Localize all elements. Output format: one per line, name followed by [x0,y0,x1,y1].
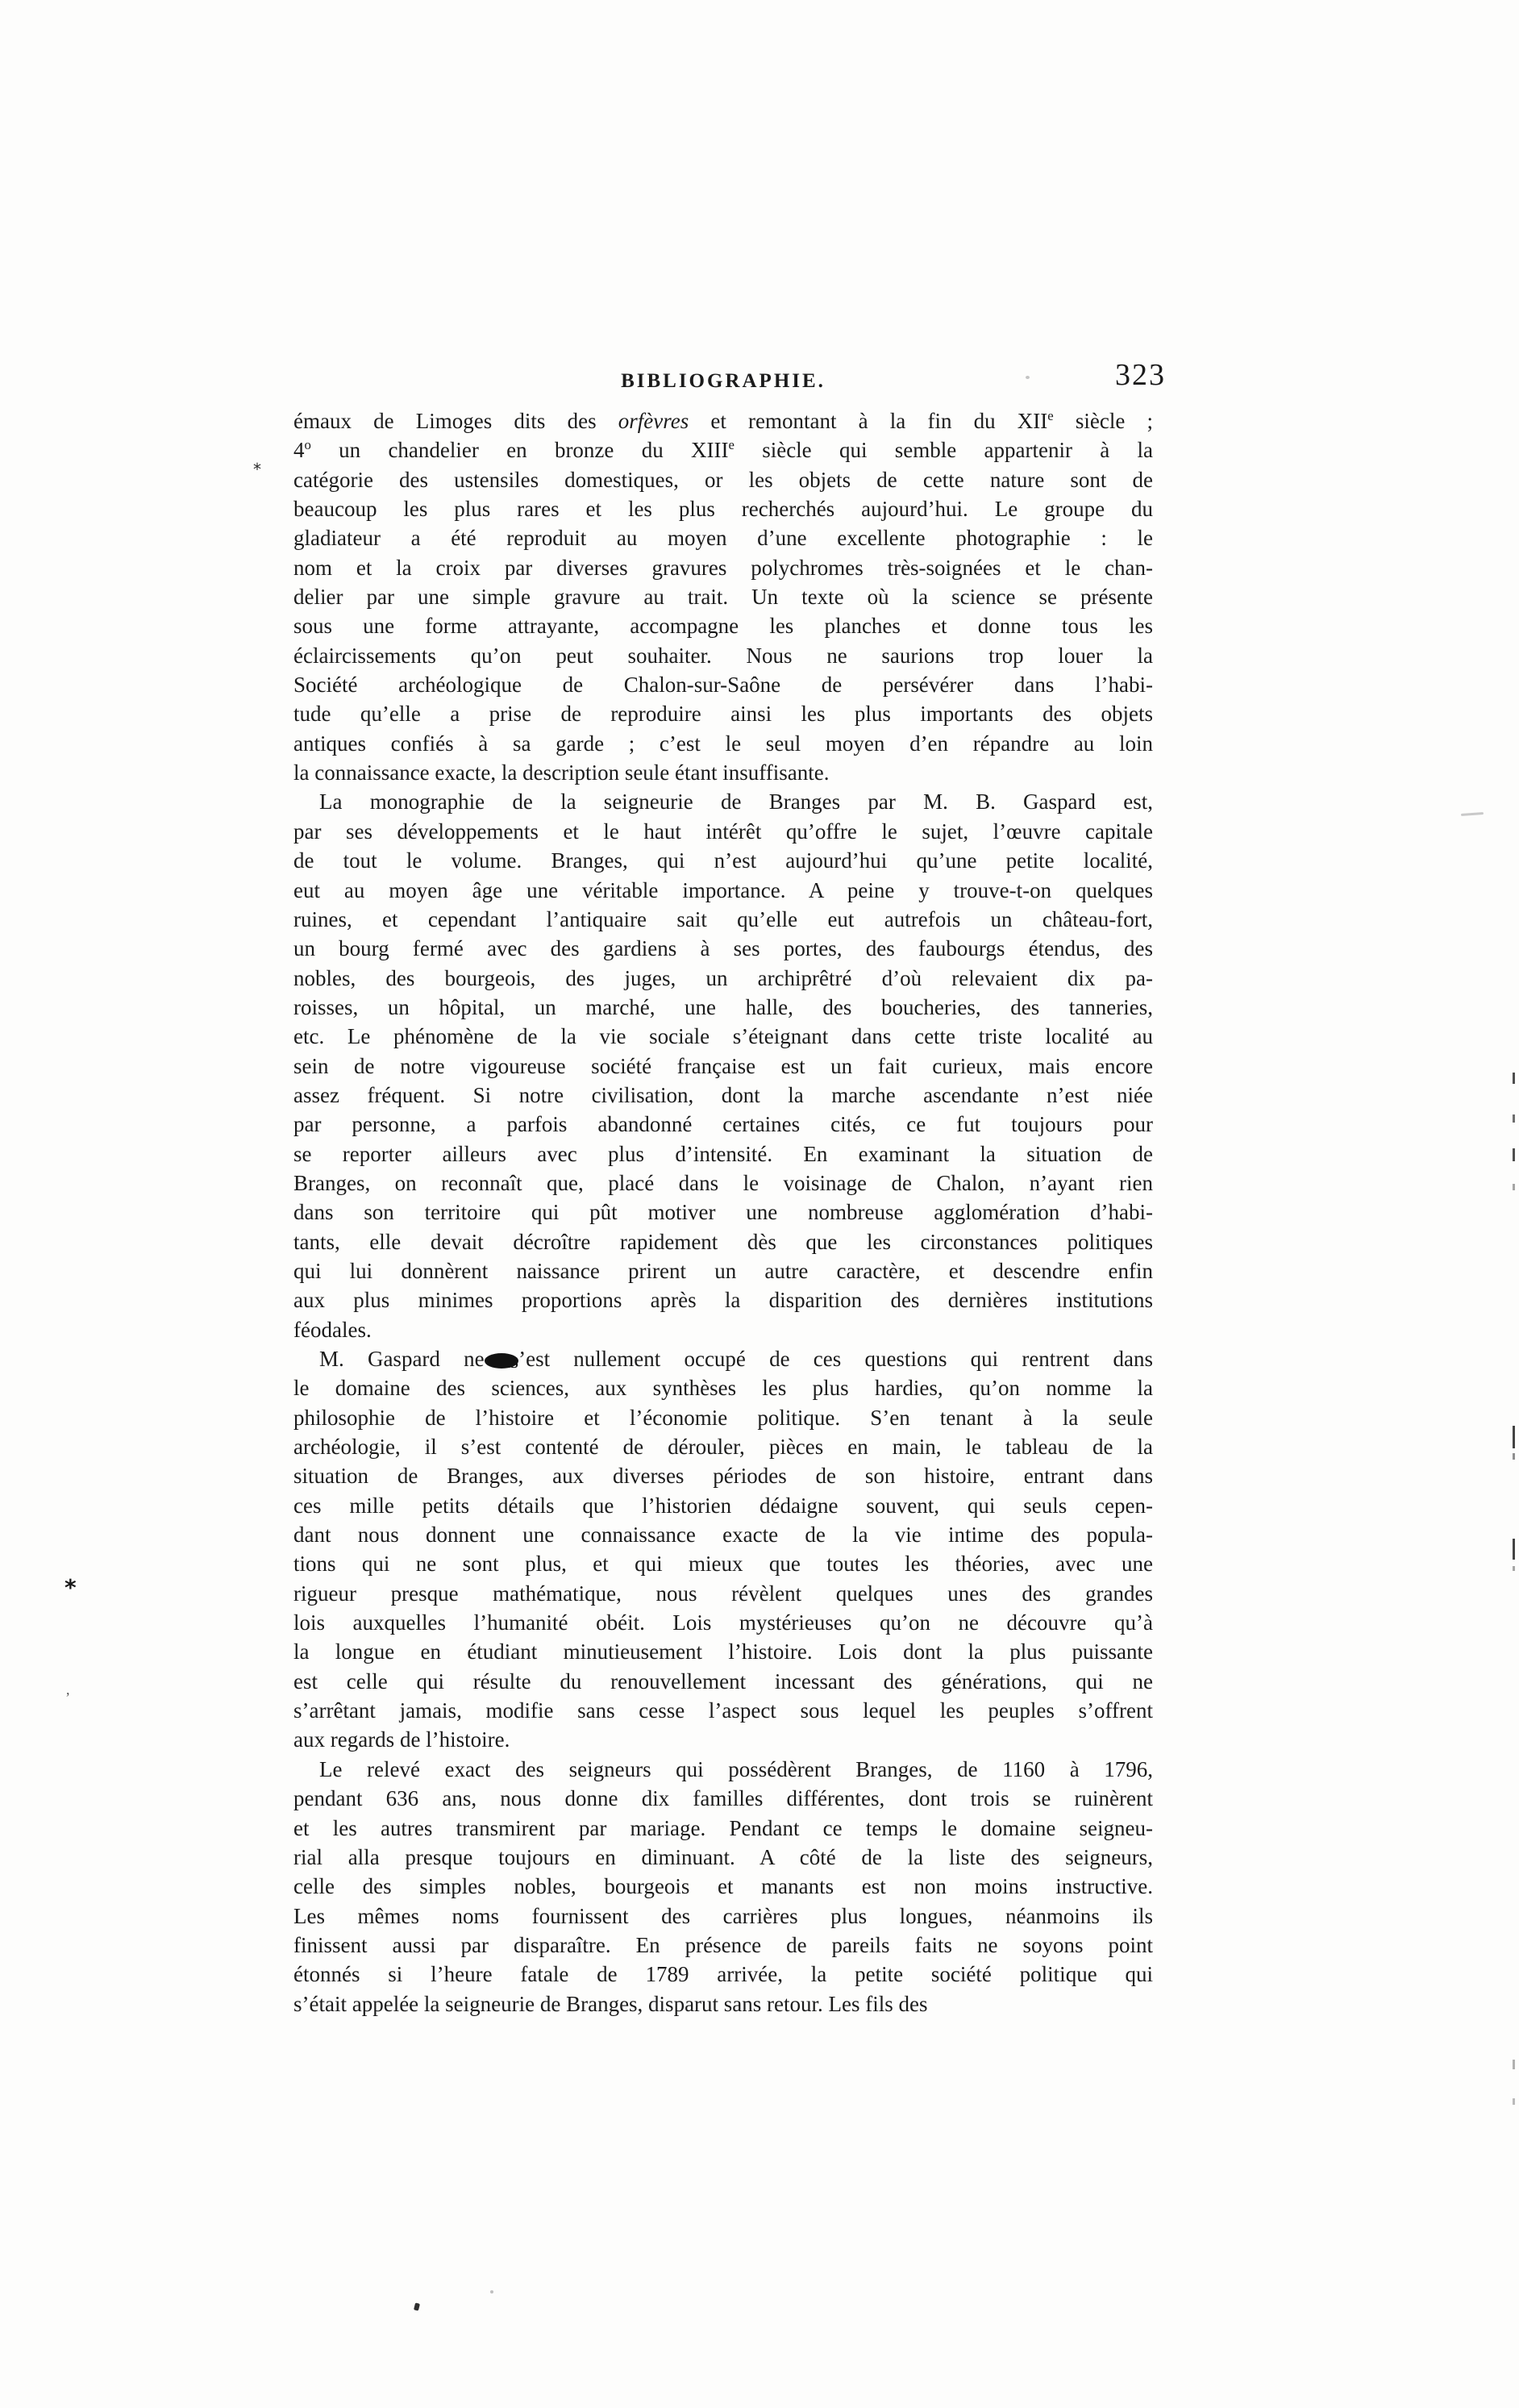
text-line: par personne, a parfois abandonné certaines cités, ce fut toujours pour [293,1112,1153,1137]
scan-edge-mark [1513,1426,1515,1448]
text-line: beaucoup les plus rares et les plus recherchés aujourd’hui. Le groupe du [293,497,1153,522]
ink-speck [490,2290,493,2293]
text-line: éclaircissements qu’on peut souhaiter. Nous ne saurions trop louer la [293,643,1153,668]
scan-edge-mark [1513,1148,1515,1161]
text-line: pendant 636 ans, nous donne dix familles différentes, dont trois se ruinèrent [293,1786,1153,1811]
text-line: gladiateur a été reproduit au moyen d’une excellente photographie : le [293,526,1153,551]
text-line: émaux de Limoges dits des orfèvres et remontant à la fin du XIIe siècle ; [293,408,1153,433]
running-title: BIBLIOGRAPHIE. [621,370,826,392]
text-line: sous une forme attrayante, accompagne les planches et donne tous les [293,614,1153,639]
text-line: nom et la croix par diverses gravures polychromes très-soignées et le chan- [293,555,1153,580]
text-line: et les autres transmirent par mariage. Pendant ce temps le domaine seigneu- [293,1815,1153,1840]
text-line: Le relevé exact des seigneurs qui possédèrent Branges, de 1160 à 1796, [319,1756,1153,1781]
text-line: par ses développements et le haut intérêt qu’offre le sujet, l’œuvre capitale [293,819,1153,844]
text-line: de tout le volume. Branges, qui n’est aujourd’hui qu’une petite localité, [293,848,1153,873]
text-line: assez fréquent. Si notre civilisation, dont la marche ascendante n’est niée [293,1082,1153,1107]
text-line: la connaissance exacte, la description seule étant insuffisante. [293,760,830,785]
text-line: tions qui ne sont plus, et qui mieux que toutes les théories, avec une [293,1552,1153,1577]
text-line: ruines, et cependant l’antiquaire sait qu’elle eut autrefois un château-fort, [293,906,1153,931]
text-line: étonnés si l’heure fatale de 1789 arrivée, la petite société politique qui [293,1962,1153,1987]
text-line: finissent aussi par disparaître. En présence de pareils faits ne soyons point [293,1932,1153,1957]
text-line: etc. Le phénomène de la vie sociale s’éteignant dans cette triste localité au [293,1024,1153,1049]
text-line: la longue en étudiant minutieusement l’histoire. Lois dont la plus puissante [293,1639,1153,1664]
text-line: qui lui donnèrent naissance prirent un autre caractère, et descendre enfin [293,1258,1153,1283]
text-line: aux regards de l’histoire. [293,1727,510,1752]
scan-edge-mark [1513,1539,1515,1560]
text-line: dant nous donnent une connaissance exacte de la vie intime des popula- [293,1523,1153,1548]
text-line: se reporter ailleurs avec plus d’intensité. En examinant la situation de [293,1141,1153,1166]
scan-edge-mark [1513,1073,1515,1084]
scan-smudge [1461,812,1484,816]
scan-edge-mark [1513,2060,1515,2069]
text-line: lois auxquelles l’humanité obéit. Lois mystérieuses qu’on ne découvre qu’à [293,1610,1153,1635]
text-line: un bourg fermé avec des gardiens à ses portes, des faubourgs étendus, des [293,936,1153,961]
text-line: catégorie des ustensiles domestiques, or les objets de cette nature sont de [293,467,1153,492]
text-line: antiques confiés à sa garde ; c’est le seul moyen d’en répandre au loin [293,731,1153,756]
text-line: féodales. [293,1317,372,1342]
text-line: est celle qui résulte du renouvellement incessant des générations, qui ne [293,1669,1153,1694]
scan-edge-mark [1513,1114,1515,1123]
text-line: delier par une simple gravure au trait. Un texte où la science se présente [293,585,1153,610]
scan-edge-mark [1513,2098,1515,2105]
text-line: dans son territoire qui pût motiver une nombreuse agglomération d’habi- [293,1200,1153,1225]
margin-mark: * [65,1574,77,1601]
margin-mark: * [253,460,261,479]
text-line: aux plus minimes proportions après la disparition des dernières institutions [293,1288,1153,1313]
text-line: Les mêmes noms fournissent des carrières plus longues, néanmoins ils [293,1903,1153,1928]
text-line: Société archéologique de Chalon-sur-Saône de persévérer dans l’habi- [293,673,1153,698]
scan-edge-mark [1513,1453,1515,1460]
text-line: eut au moyen âge une véritable importance. A peine y trouve-t-on quelques [293,877,1153,902]
ink-speck [414,2302,420,2310]
text-line: roisses, un hôpital, un marché, une halle, des boucheries, des tanneries, [293,994,1153,1019]
margin-mark: , [66,1681,70,1698]
scan-edge-mark [1513,1566,1515,1571]
page-number: 323 [1115,358,1166,392]
text-line: rial alla presque toujours en diminuant. A côté de la liste des seigneurs, [293,1844,1153,1869]
text-line: archéologie, il s’est contenté de dérouler, pièces en main, le tableau de la [293,1435,1153,1460]
text-line: tants, elle devait décroître rapidement dès que les circonstances politiques [293,1229,1153,1254]
text-line: sein de notre vigoureuse société française est un fait curieux, mais encore [293,1053,1153,1078]
text-line: philosophie de l’histoire et l’économie politique. S’en tenant à la seule [293,1405,1153,1430]
text-line: s’arrêtant jamais, modifie sans cesse l’aspect sous lequel les peuples s’offrent [293,1698,1153,1723]
text-line: M. Gaspard ne s’est nullement occupé de ces questions qui rentrent dans [319,1347,1153,1373]
text-line: 4$^o$ un chandelier en bronze du XIIIe siècle qui semble appartenir à la [293,437,1153,463]
scan-edge-mark [1513,1184,1515,1190]
text-line: nobles, des bourgeois, des juges, un archiprêtré d’où relevaient dix pa- [293,965,1153,990]
text-line: situation de Branges, aux diverses périodes de son histoire, entrant dans [293,1464,1153,1489]
text-line: le domaine des sciences, aux synthèses les plus hardies, qu’on nomme la [293,1376,1153,1401]
text-line: tude qu’elle a prise de reproduire ainsi les plus importants des objets [293,702,1153,727]
text-line: La monographie de la seigneurie de Branges par M. B. Gaspard est, [319,789,1153,814]
text-line: celle des simples nobles, bourgeois et manants est non moins instructive. [293,1874,1153,1899]
text-block [293,406,1153,2018]
text-line: Branges, on reconnaît que, placé dans le voisinage de Chalon, n’ayant rien [293,1170,1153,1195]
text-line: s’était appelée la seigneurie de Branges, disparut sans retour. Les fils des [293,1991,928,2016]
text-line: rigueur presque mathématique, nous révèlent quelques unes des grandes [293,1581,1153,1606]
text-line: ces mille petits détails que l’historien dédaigne souvent, qui seuls cepen- [293,1493,1153,1518]
